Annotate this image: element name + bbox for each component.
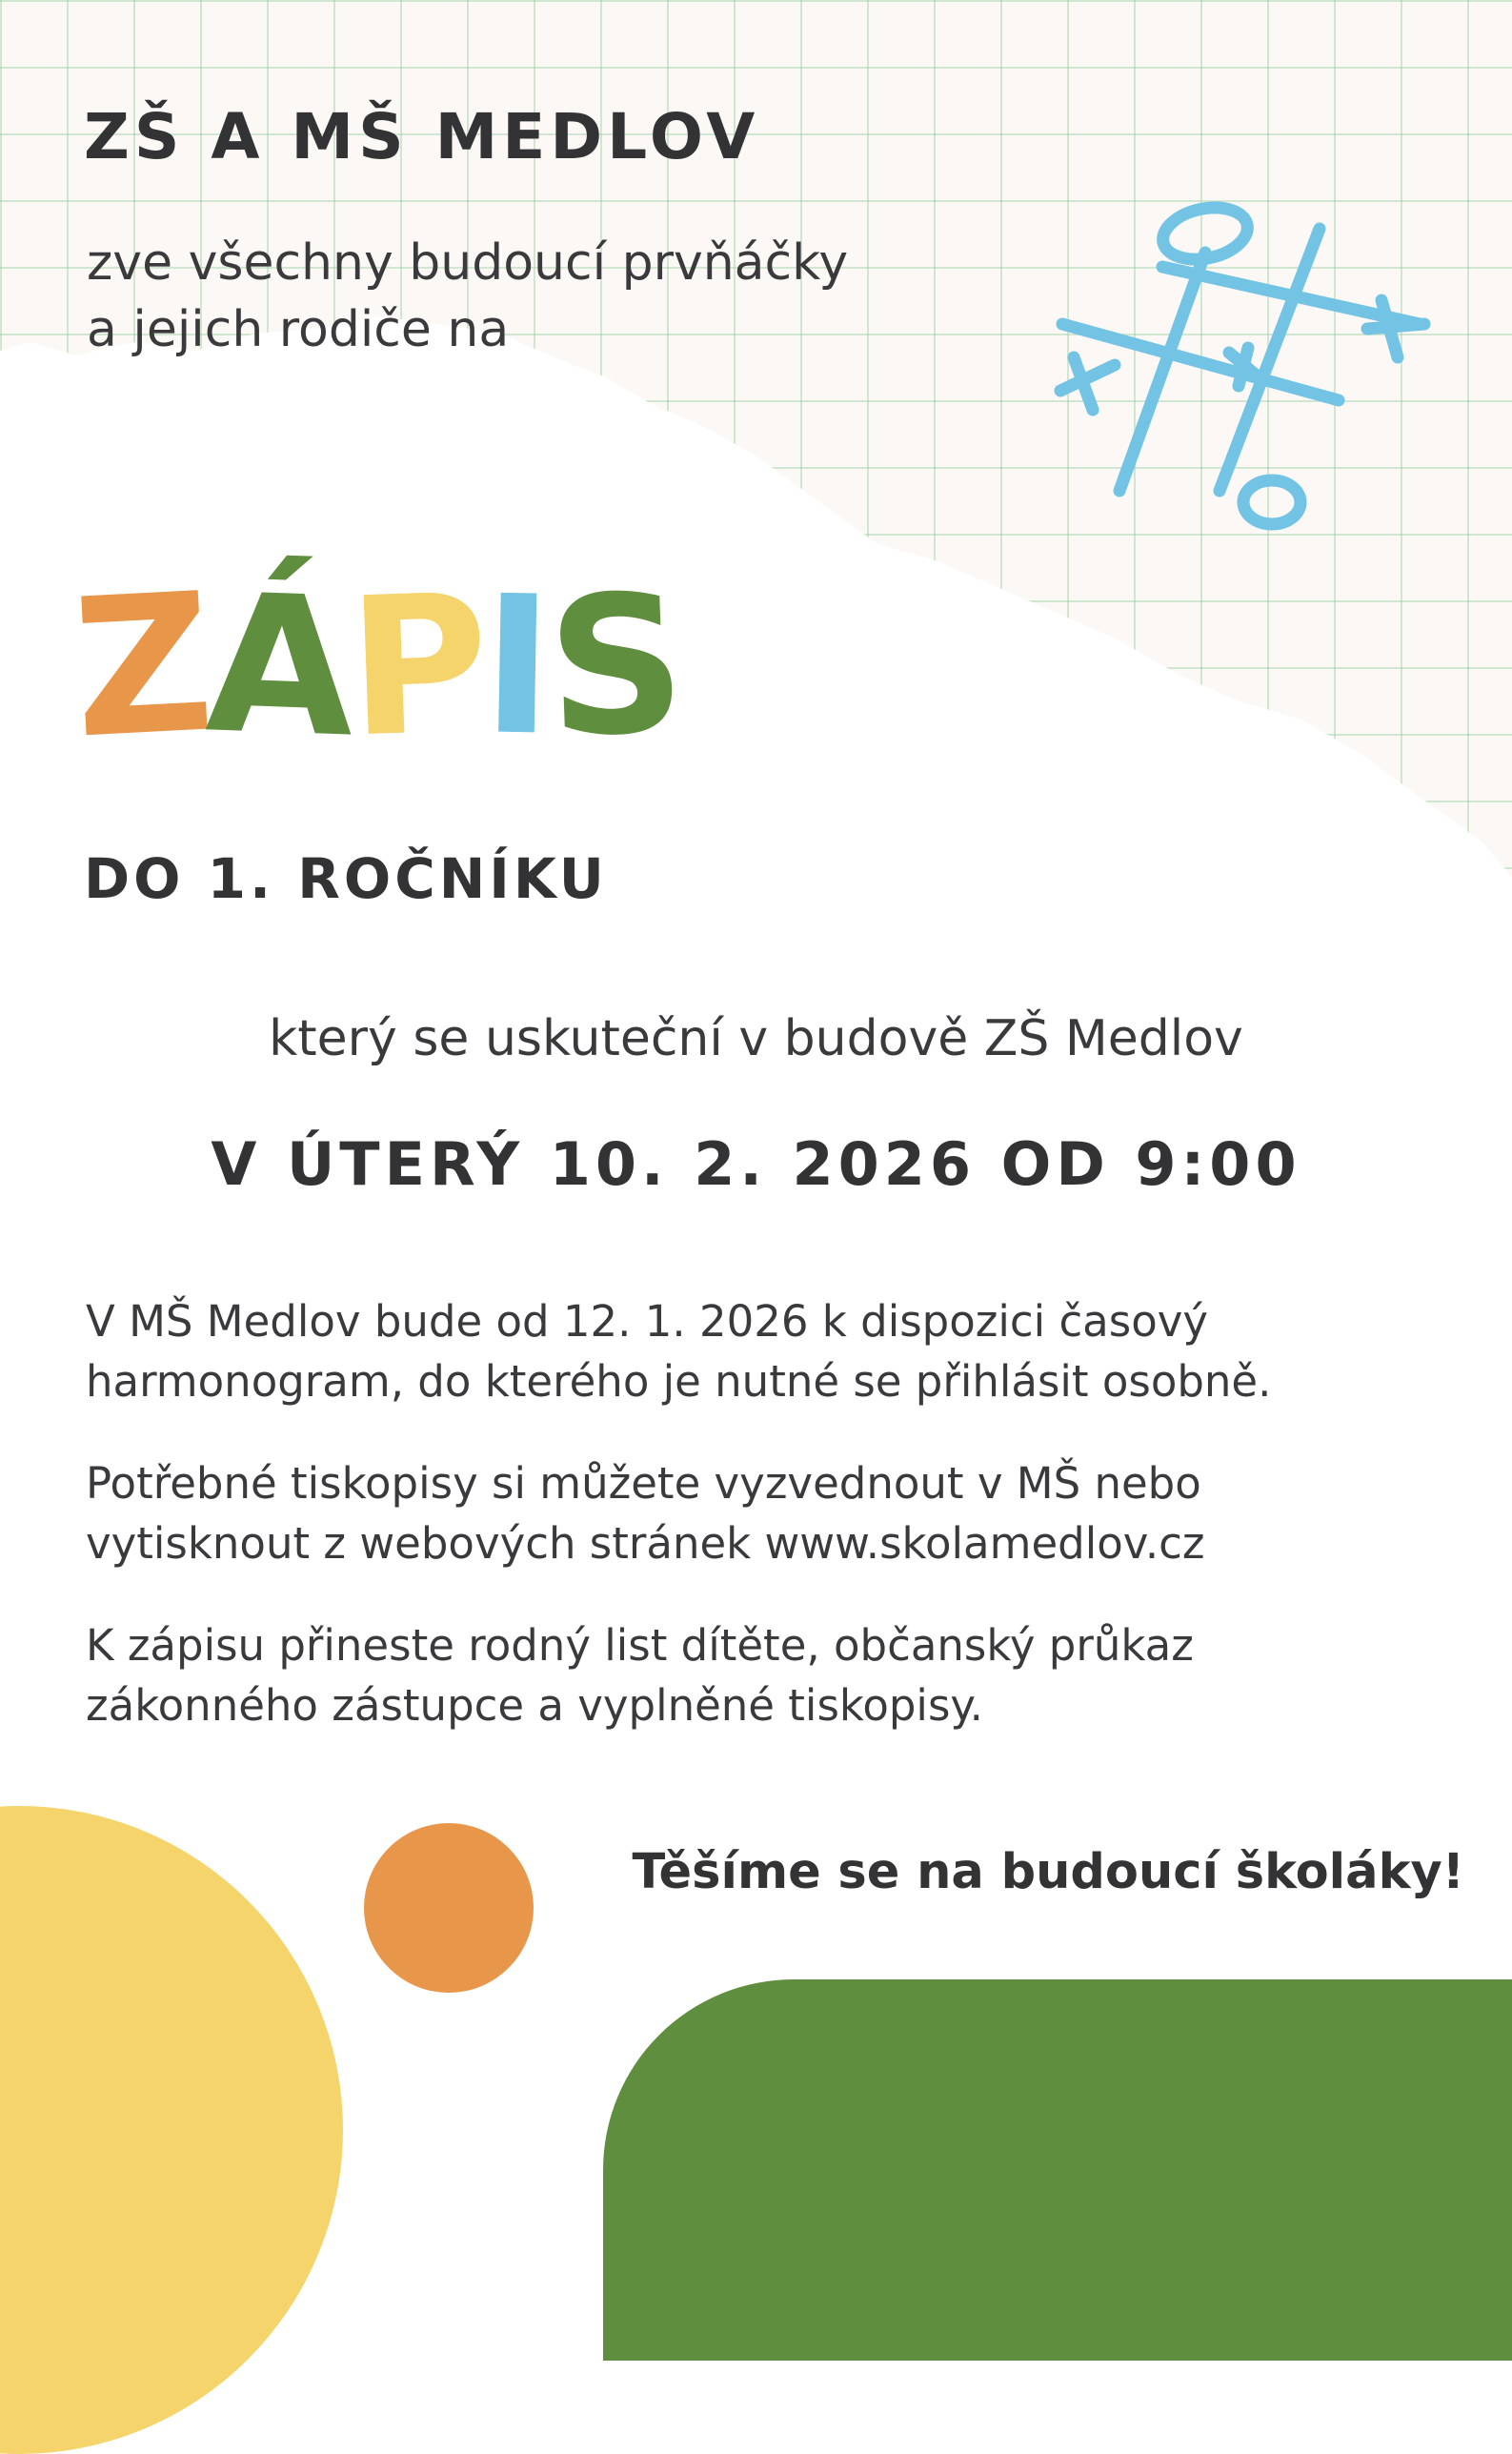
orange-circle-decoration	[364, 1823, 534, 1993]
paragraph-line: K zápisu přineste rodný list dítěte, občanský průkaz	[86, 1620, 1194, 1671]
zapis-heading	[68, 552, 689, 781]
school-name: ZŠ A MŠ MEDLOV	[84, 100, 760, 173]
zapis-letter-i: I	[480, 555, 555, 779]
paragraph-line: V MŠ Medlov bude od 12. 1. 2026 k dispozici časový	[86, 1296, 1208, 1347]
zapis-letter-p: P	[344, 553, 493, 781]
yellow-circle-decoration	[0, 1806, 343, 2454]
paragraph-line: vytisknout z webových stránek www.skolamedlov.cz	[86, 1518, 1205, 1569]
invite-line-2: a jejich rodiče na	[87, 301, 510, 358]
paragraph-line: Potřebné tiskopisy si můžete vyzvednout v MŠ nebo	[86, 1458, 1201, 1509]
info-paragraph-documents	[86, 1615, 1458, 1735]
zapis-letter-a: Á	[203, 553, 358, 781]
zapis-letter-z: Z	[68, 552, 219, 781]
info-paragraph-schedule	[86, 1291, 1458, 1411]
green-shape-decoration	[603, 1979, 1512, 2361]
tic-tac-toe-icon	[1043, 195, 1443, 538]
info-paragraph-forms	[86, 1453, 1458, 1573]
zapis-letter-s: S	[543, 553, 689, 781]
event-place: který se uskuteční v budově ZŠ Medlov	[269, 1010, 1243, 1067]
invite-line-1: zve všechny budoucí prvňáčky	[87, 234, 849, 292]
event-date-time: V ÚTERÝ 10. 2. 2026 OD 9:00	[211, 1129, 1301, 1199]
paragraph-line: harmonogram, do kterého je nutné se přihlásit osobně.	[86, 1356, 1272, 1407]
paragraph-line: zákonného zástupce a vyplněné tiskopisy.	[86, 1680, 983, 1731]
grade-subtitle: DO 1. ROČNÍKU	[84, 846, 608, 911]
closing-line: Těšíme se na budoucí školáky!	[632, 1844, 1464, 1900]
